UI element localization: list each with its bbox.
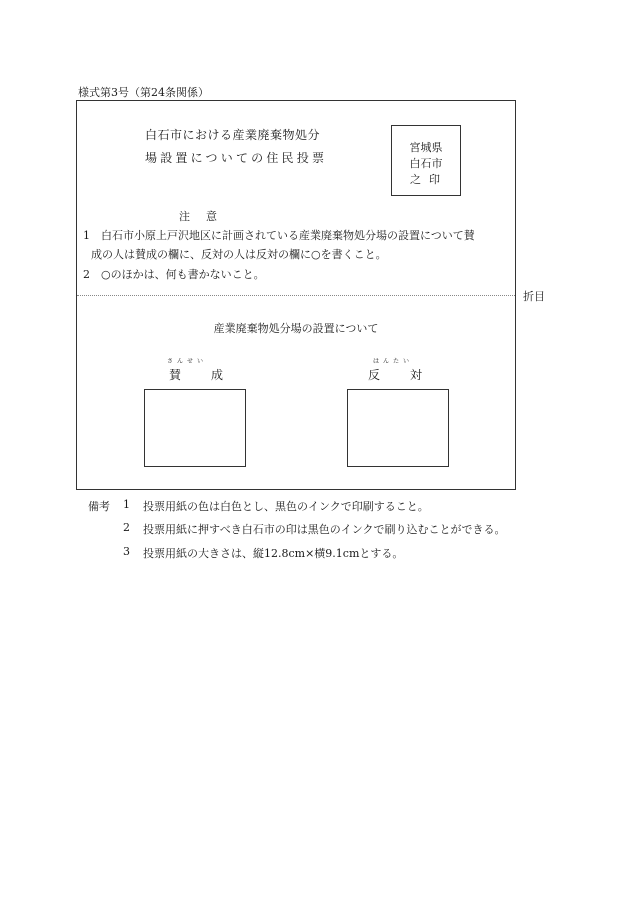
ballot-title-line1: 白石市における産業廃棄物処分 bbox=[145, 128, 321, 142]
vote-title: 産業廃棄物処分場の設置について bbox=[213, 322, 379, 335]
no-vote-box[interactable] bbox=[347, 389, 449, 467]
remark-number: 3 bbox=[123, 545, 130, 558]
ballot-title-line2: 場設置についての住民投票 bbox=[145, 151, 328, 165]
official-seal bbox=[391, 125, 461, 196]
seal-line1: 宮城県 bbox=[409, 141, 443, 154]
remark-number: 1 bbox=[123, 498, 130, 511]
yes-furigana: さんせい bbox=[167, 358, 208, 365]
note-2: 2 ○のほかは、何も書かないこと。 bbox=[83, 268, 265, 281]
form-header: 様式第3号（第24条関係） bbox=[78, 86, 209, 99]
remark-text: 投票用紙の大きさは、縦12.8cm×横9.1cmとする。 bbox=[143, 547, 404, 560]
remark-number: 2 bbox=[123, 521, 130, 534]
notes-heading: 注意 bbox=[179, 210, 233, 223]
remark-text: 投票用紙の色は白色とし、黒色のインクで印刷すること。 bbox=[143, 500, 429, 513]
note-1-line2: 成の人は賛成の欄に、反対の人は反対の欄に○を書くこと。 bbox=[91, 248, 387, 261]
no-label: 反対 bbox=[368, 368, 453, 382]
fold-line bbox=[77, 295, 515, 296]
seal-line2: 白石市 bbox=[409, 157, 443, 170]
no-furigana: はんたい bbox=[373, 358, 414, 365]
remark-text: 投票用紙に押すべき白石市の印は黒色のインクで刷り込むことができる。 bbox=[143, 523, 506, 536]
remarks-label: 備考 bbox=[88, 500, 110, 513]
yes-vote-box[interactable] bbox=[144, 389, 246, 467]
ballot-form bbox=[76, 100, 516, 490]
yes-label: 賛成 bbox=[169, 368, 254, 382]
note-1-line1: 1 白石市小原上戸沢地区に計画されている産業廃棄物処分場の設置について賛 bbox=[83, 229, 475, 242]
seal-line3: 之印 bbox=[410, 173, 448, 186]
fold-label: 折目 bbox=[523, 290, 545, 303]
